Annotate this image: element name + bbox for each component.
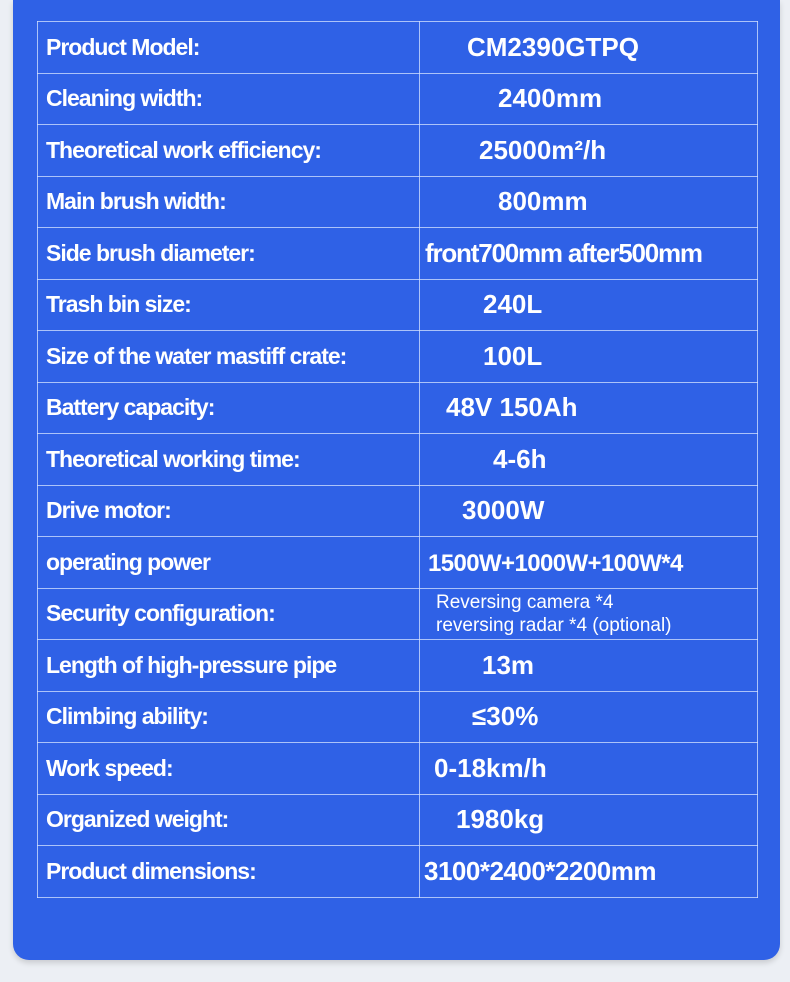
spec-label: Work speed: xyxy=(38,743,420,795)
spec-value xyxy=(420,331,758,383)
table-row xyxy=(38,22,758,74)
table-row xyxy=(38,537,758,589)
spec-label: Theoretical work efficiency: xyxy=(38,125,420,177)
spec-value xyxy=(420,485,758,537)
table-row xyxy=(38,846,758,898)
spec-value-text: 2400mm xyxy=(498,83,603,114)
spec-value-text: 1500W+1000W+100W*4 xyxy=(428,549,683,577)
spec-value-text: 13m xyxy=(482,649,535,680)
spec-label: Trash bin size: xyxy=(38,279,420,331)
spec-label: Cleaning width: xyxy=(38,73,420,125)
spec-label: Battery capacity: xyxy=(38,382,420,434)
spec-value xyxy=(420,588,758,640)
table-row xyxy=(38,743,758,795)
table-row xyxy=(38,794,758,846)
spec-value xyxy=(420,228,758,280)
spec-value xyxy=(420,691,758,743)
spec-value xyxy=(420,434,758,486)
spec-value xyxy=(420,743,758,795)
spec-label: Drive motor: xyxy=(38,485,420,537)
spec-value-text: 0-18km/h xyxy=(434,752,547,783)
spec-value xyxy=(420,125,758,177)
spec-value-text: front700mm after500mm xyxy=(425,237,702,268)
spec-label: Organized weight: xyxy=(38,794,420,846)
spec-label: Theoretical working time: xyxy=(38,434,420,486)
spec-label: Side brush diameter: xyxy=(38,228,420,280)
table-row xyxy=(38,331,758,383)
spec-value-text: 100L xyxy=(483,340,543,371)
spec-value xyxy=(420,73,758,125)
spec-label: Product Model: xyxy=(38,22,420,74)
spec-label: operating power xyxy=(38,537,420,589)
spec-table xyxy=(37,21,758,898)
spec-label: Climbing ability: xyxy=(38,691,420,743)
spec-value-text: 25000m²/h xyxy=(479,134,607,165)
spec-value-text: ≤30% xyxy=(472,701,539,732)
spec-value xyxy=(420,846,758,898)
spec-value-line: reversing radar *4 (optional) xyxy=(436,614,672,636)
spec-value-text: CM2390GTPQ xyxy=(467,31,639,62)
spec-value-text: 800mm xyxy=(498,186,588,217)
table-row xyxy=(38,382,758,434)
table-row xyxy=(38,588,758,640)
spec-value xyxy=(420,640,758,692)
table-row xyxy=(38,485,758,537)
spec-value-text: 1980kg xyxy=(456,804,545,835)
table-row xyxy=(38,176,758,228)
spec-label: Size of the water mastiff crate: xyxy=(38,331,420,383)
spec-value xyxy=(420,537,758,589)
spec-value-text: 4-6h xyxy=(493,443,547,474)
spec-value xyxy=(420,279,758,331)
spec-label: Length of high-pressure pipe xyxy=(38,640,420,692)
spec-value xyxy=(420,794,758,846)
spec-value xyxy=(420,382,758,434)
spec-value xyxy=(420,22,758,74)
spec-label: Main brush width: xyxy=(38,176,420,228)
table-row xyxy=(38,228,758,280)
spec-label: Security configuration: xyxy=(38,588,420,640)
spec-label: Product dimensions: xyxy=(38,846,420,898)
spec-value xyxy=(420,176,758,228)
table-row xyxy=(38,73,758,125)
table-row xyxy=(38,125,758,177)
table-row xyxy=(38,691,758,743)
spec-value-text: 48V 150Ah xyxy=(446,392,578,423)
spec-value-text: 3000W xyxy=(462,495,545,526)
table-row xyxy=(38,434,758,486)
table-row xyxy=(38,279,758,331)
spec-value-line: Reversing camera *4 xyxy=(436,591,614,613)
spec-value-text: 3100*2400*2200mm xyxy=(424,855,656,886)
table-row xyxy=(38,640,758,692)
spec-value-text: 240L xyxy=(483,289,543,320)
